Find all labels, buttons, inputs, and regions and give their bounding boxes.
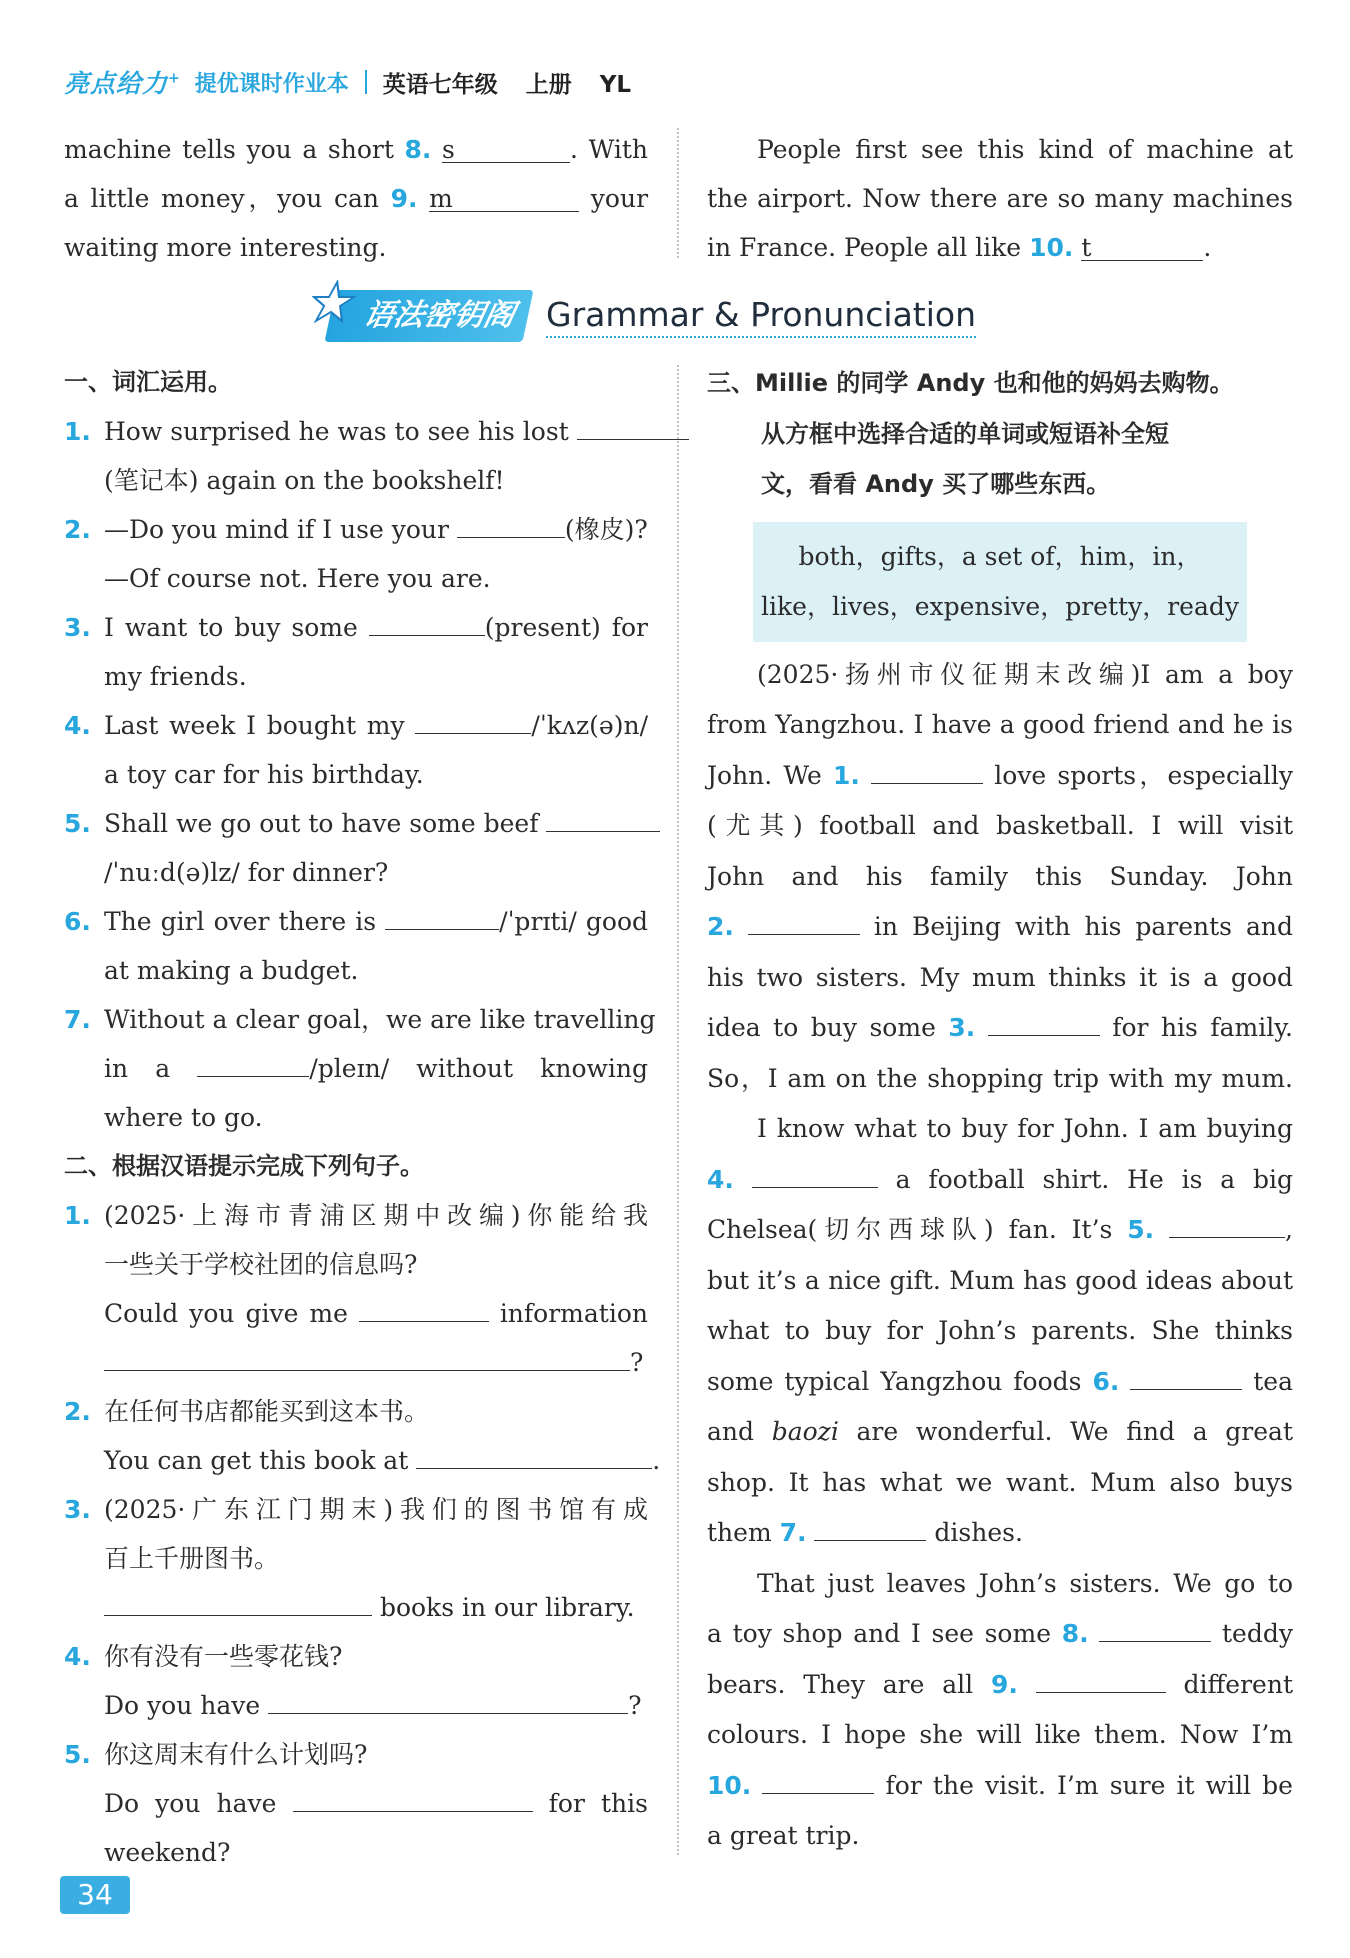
column-divider <box>677 128 679 258</box>
translation-item-5: 5. 你这周末有什么计划吗? Do you have for this weekend? <box>64 1740 648 1867</box>
answer-blank[interactable] <box>1099 1616 1211 1642</box>
translation-item-3: 3. (2025·广东江门期末)我们的图书馆有成 百上千册图书。 books in our library. <box>64 1495 648 1622</box>
reading-continuation-right: People first see this kind of machine at the airport. Now there are so many machines in France. People all like 10. t . <box>707 135 1293 262</box>
answer-blank[interactable] <box>1169 1212 1285 1238</box>
answer-blank[interactable] <box>104 1345 630 1371</box>
passage: (2025·扬州市仪征期末改编)I am a boy from Yangzhou. I have a good friend and he is John. We 1. love sports，especially (尤其) football and basketball. I will visit John and his family this Sunday. John 2. in Beijing with his parents and his two sisters. My mum thinks it is a good idea to buy some 3. for his family. So，I am on the shopping trip with my mum. I know what to buy for John. I am buying 4. a football shirt. He is a big Chelsea(切尔西球队) fan. It’s 5. , but it’s a nice gift. Mum has good ideas about what to buy for John’s parents. She thinks some typical Yangzhou foods 6. tea and baozi are wonderful. We find a great shop. It has what we want. Mum also buys them 7. dishes. That just leaves John’s sisters. We go to a toy shop and I see some 8. teddy bears. They are all 9. different colours. I hope she will like them. Now I’m 10. for the visit. I’m sure it will be a great trip. <box>707 659 1293 1850</box>
section-1-title: 一、词汇运用。 <box>64 368 232 396</box>
exercise-right-column: 三、Millie 的同学 Andy 也和他的妈妈去购物。 从方框中选择合适的单词或短语补全短 文，看看 Andy 买了哪些东西。 both，gifts，a set of，him，in， like，lives，expensive，pretty，ready (2025·扬州市仪征期末改编)I am a boy from Yangzhou. I have a good friend and he is John. We 1. love sports，especially (尤其) football and basketball. I will visit John and his family this Sunday. John 2. in Beijing with his parents and his two sisters. My mum thinks it is a good idea to buy some 3. for his family. So，I am on the shopping trip with my mum. I know what to buy for John. I am buying 4. a football shirt. He is a big Chelsea(切尔西球队) fan. It’s 5. , but it’s a nice gift. Mum has good ideas about what to buy for John’s parents. She thinks some typical Yangzhou foods 6. tea and baozi are wonderful. We find a great shop. It has what we want. Mum also buys them 7. dishes. That just leaves John’s sisters. We go to a toy shop and I see some 8. teddy bears. They are all 9. different colours. I hope she will like them. Now I’m 10. for the visit. I’m sure it will be a great trip. <box>707 358 1293 1862</box>
answer-blank[interactable] <box>415 708 531 734</box>
banner-chinese-title: 语法密钥阁 <box>324 290 533 342</box>
section-banner <box>330 285 976 347</box>
word-bank-line: like，lives，expensive，pretty，ready <box>761 591 1239 621</box>
banner-english-title: Grammar & Pronunciation <box>546 295 976 338</box>
column-divider <box>677 365 679 1855</box>
answer-blank[interactable] <box>871 758 983 784</box>
word-bank-box <box>753 522 1247 642</box>
answer-blank[interactable] <box>293 1786 533 1812</box>
vocab-item-6: 6. The girl over there is /ˈprɪti/ good at making a budget. <box>64 897 648 995</box>
answer-blank[interactable] <box>1130 1364 1242 1390</box>
answer-blank[interactable] <box>988 1010 1100 1036</box>
answer-blank[interactable] <box>457 512 565 538</box>
series-title: 提优课时作业本 <box>194 71 349 97</box>
vocab-item-2: 2. —Do you mind if I use your (橡皮)? —Of course not. Here you are. <box>64 505 648 603</box>
answer-blank[interactable] <box>577 414 689 440</box>
answer-blank[interactable] <box>359 1296 489 1322</box>
word-bank-line: both，gifts，a set of，him，in， <box>798 541 1202 571</box>
vocab-item-7: 7. Without a clear goal，we are like travelling in a /pleɪn/ without knowing where to go. <box>64 1005 656 1132</box>
answer-blank[interactable] <box>814 1515 926 1541</box>
brand-logo: 亮点给力+ <box>64 69 181 98</box>
reading-continuation-left: machine tells you a short 8. s . With a little money，you can 9. m your waiting more interesting. <box>64 135 649 262</box>
answer-blank[interactable] <box>752 1162 878 1188</box>
vocab-item-4: 4. Last week I bought my /ˈkʌz(ə)n/ a toy car for his birthday. <box>64 701 648 799</box>
answer-blank[interactable] <box>416 1443 652 1469</box>
answer-blank[interactable] <box>369 610 485 636</box>
answer-blank[interactable] <box>104 1590 372 1616</box>
section-2-title: 二、根据汉语提示完成下列句子。 <box>64 1152 424 1180</box>
page-number: 34 <box>60 1876 130 1914</box>
star-icon <box>306 280 359 324</box>
vocab-item-3: 3. I want to buy some (present) for my friends. <box>64 603 648 701</box>
vocab-item-1: 1. How surprised he was to see his lost (笔记本) again on the bookshelf! <box>64 407 648 505</box>
answer-blank[interactable] <box>762 1768 874 1794</box>
vocab-item-5: 5. Shall we go out to have some beef /ˈnuːd(ə)lz/ for dinner? <box>64 799 648 897</box>
translation-item-4: 4. 你有没有一些零花钱? Do you have ? <box>64 1642 642 1720</box>
answer-blank[interactable] <box>1036 1667 1166 1693</box>
blank-8[interactable]: s <box>442 137 570 163</box>
translation-item-2: 2. 在任何书店都能买到这本书。 You can get this book at . <box>64 1397 661 1475</box>
exercise-left-column <box>64 358 661 1877</box>
section-3-title: 三、Millie 的同学 Andy 也和他的妈妈去购物。 <box>707 369 1234 397</box>
book-info: 英语七年级 上册 YL <box>382 71 632 98</box>
answer-blank[interactable] <box>748 909 860 935</box>
answer-blank[interactable] <box>268 1688 628 1714</box>
blank-10[interactable]: t <box>1081 235 1203 261</box>
answer-blank[interactable] <box>385 904 499 930</box>
answer-blank[interactable] <box>197 1051 309 1077</box>
answer-blank[interactable] <box>546 806 660 832</box>
blank-9[interactable]: m <box>429 186 579 212</box>
translation-item-1: 1. (2025·上海市青浦区期中改编)你能给我 一些关于学校社团的信息吗? Could you give me information ? <box>64 1201 648 1377</box>
page-header <box>64 62 659 102</box>
header-separator <box>365 70 367 94</box>
